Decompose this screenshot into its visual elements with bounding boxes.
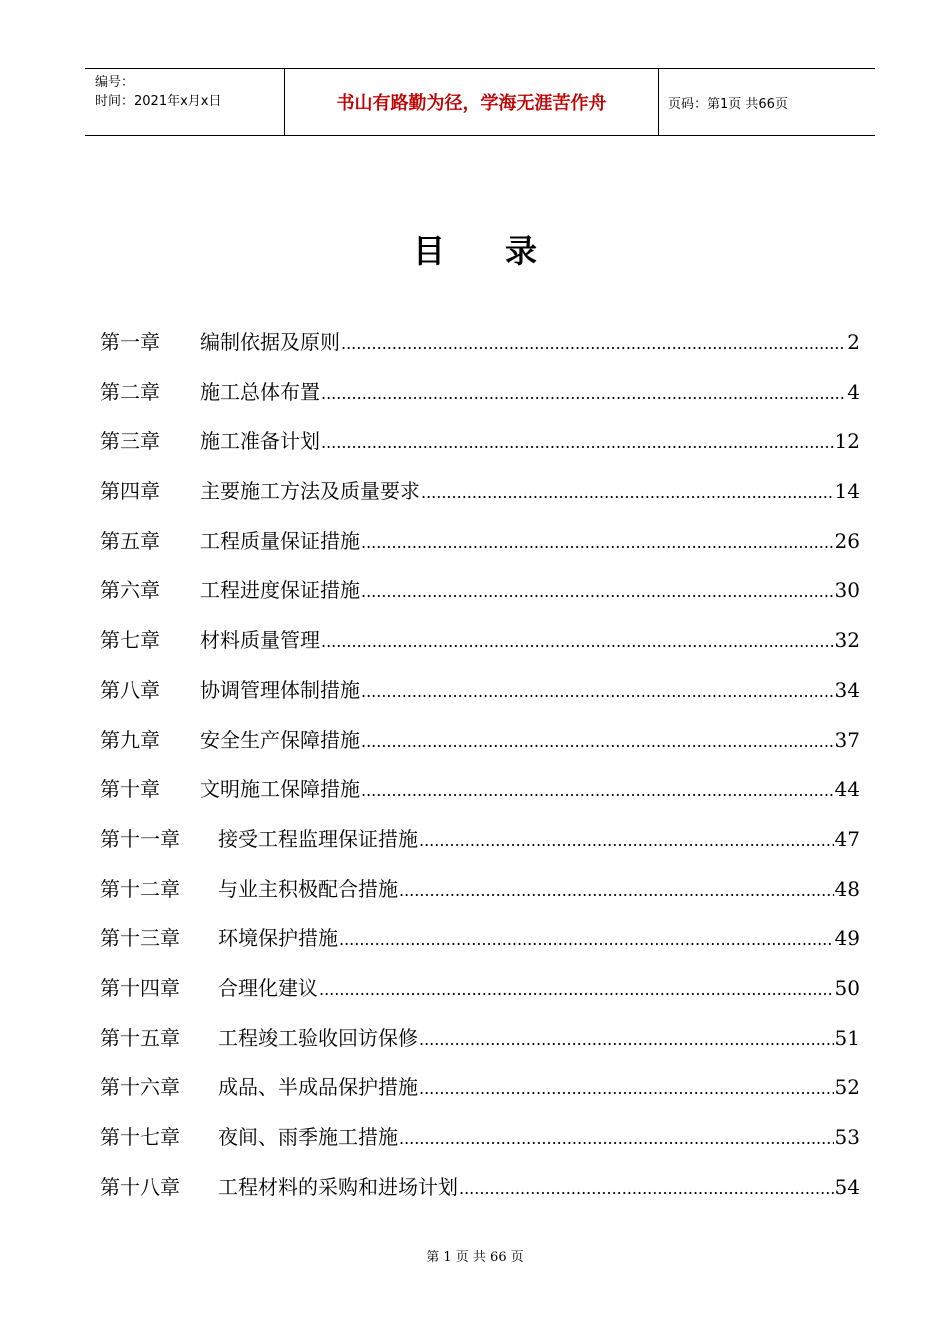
toc-chapter-number: 第十六章	[100, 1075, 180, 1100]
toc-chapter-number: 第十四章	[100, 975, 180, 1000]
toc-chapter-title: 环境保护措施	[218, 926, 338, 951]
toc-entry[interactable]	[100, 725, 860, 775]
toc-entry[interactable]	[100, 874, 860, 924]
toc-dot-leader	[361, 774, 834, 806]
toc-chapter-number: 第七章	[100, 628, 160, 653]
toc-entry[interactable]	[100, 476, 860, 526]
toc-entry[interactable]	[100, 824, 860, 874]
toc-entry[interactable]	[100, 426, 860, 476]
toc-entry[interactable]	[100, 1172, 860, 1222]
toc-chapter-title: 工程进度保证措施	[200, 578, 360, 603]
toc-chapter-title: 施工准备计划	[200, 429, 320, 454]
toc-chapter-number: 第五章	[100, 528, 160, 553]
toc-page-number: 26	[834, 528, 860, 553]
toc-dot-leader	[419, 824, 834, 856]
toc-page-number: 48	[834, 876, 860, 901]
toc-chapter-number: 第一章	[100, 330, 160, 354]
toc-page-number: 37	[834, 727, 860, 752]
toc-chapter-number: 第十二章	[100, 876, 180, 901]
toc-chapter-number: 第十七章	[100, 1125, 180, 1149]
toc-chapter-title: 成品、半成品保护措施	[218, 1075, 418, 1100]
toc-entry[interactable]	[100, 973, 860, 1023]
header-meta	[85, 69, 285, 135]
toc-page-number: 47	[834, 826, 860, 851]
toc-dot-leader	[399, 874, 834, 906]
toc-chapter-title: 文明施工保障措施	[200, 777, 360, 802]
toc-chapter-number: 第十八章	[100, 1174, 180, 1199]
toc-entry[interactable]	[100, 377, 860, 427]
toc-page-number: 30	[834, 578, 860, 603]
toc-chapter-title: 工程竣工验收回访保修	[218, 1025, 418, 1050]
toc-page-number: 49	[834, 926, 860, 951]
page-footer: 第 1 页 共 66 页	[426, 1250, 524, 1265]
toc-page-number: 51	[834, 1025, 860, 1050]
toc-chapter-title: 接受工程监理保证措施	[218, 826, 418, 851]
page-title: 目录	[412, 232, 597, 270]
toc-entry[interactable]	[100, 625, 860, 675]
toc-page-number: 54	[834, 1174, 860, 1199]
toc-dot-leader	[399, 1122, 834, 1154]
toc-entry[interactable]	[100, 774, 860, 824]
document-header	[85, 68, 875, 136]
toc-chapter-title: 合理化建议	[218, 975, 318, 1000]
toc-dot-leader	[321, 625, 834, 657]
toc-page-number: 12	[834, 429, 860, 454]
toc-chapter-title: 编制依据及原则	[200, 330, 340, 354]
toc-chapter-number: 第十章	[100, 777, 160, 802]
toc-chapter-number: 第十三章	[100, 926, 180, 951]
toc-entry[interactable]	[100, 675, 860, 725]
toc-chapter-title: 工程材料的采购和进场计划	[218, 1174, 458, 1199]
toc-dot-leader	[341, 327, 846, 359]
header-slogan: 书山有路勤为径，学海无涯苦作舟	[285, 69, 659, 135]
toc-chapter-title: 安全生产保障措施	[200, 727, 360, 752]
toc-chapter-title: 夜间、雨季施工措施	[218, 1125, 398, 1149]
toc-chapter-title: 与业主积极配合措施	[218, 876, 398, 901]
toc-page-number: 34	[834, 677, 860, 702]
toc-entry[interactable]	[100, 575, 860, 625]
toc-dot-leader	[361, 526, 834, 558]
toc-entry[interactable]	[100, 1122, 860, 1172]
toc-dot-leader	[361, 675, 834, 707]
toc-page-number: 4	[847, 379, 860, 404]
toc-page-number: 32	[834, 628, 860, 653]
table-of-contents	[100, 327, 860, 1221]
toc-page-number: 44	[834, 777, 860, 802]
toc-page-number: 50	[834, 975, 860, 1000]
toc-chapter-number: 第八章	[100, 677, 160, 702]
toc-chapter-title: 施工总体布置	[200, 379, 320, 404]
toc-dot-leader	[319, 973, 834, 1005]
toc-chapter-number: 第二章	[100, 379, 160, 404]
toc-page-number: 52	[834, 1075, 860, 1100]
toc-entry[interactable]	[100, 526, 860, 576]
toc-dot-leader	[419, 1072, 834, 1104]
toc-chapter-title: 工程质量保证措施	[200, 528, 360, 553]
toc-entry[interactable]	[100, 327, 860, 377]
toc-chapter-title: 主要施工方法及质量要求	[200, 479, 420, 504]
toc-dot-leader	[361, 725, 834, 757]
toc-entry[interactable]	[100, 1023, 860, 1073]
toc-page-number: 14	[834, 479, 860, 504]
serial-label: 编号：	[95, 75, 135, 90]
toc-dot-leader	[421, 476, 834, 508]
toc-chapter-number: 第四章	[100, 479, 160, 504]
toc-dot-leader	[361, 575, 834, 607]
toc-chapter-number: 第三章	[100, 429, 160, 454]
header-page-info: 页码：第1页 共66页	[668, 96, 788, 112]
toc-chapter-title: 协调管理体制措施	[200, 677, 360, 702]
time-label: 时间：2021年x月x日	[95, 94, 222, 109]
toc-chapter-title: 材料质量管理	[200, 628, 320, 653]
toc-dot-leader	[419, 1023, 834, 1055]
toc-dot-leader	[321, 426, 834, 458]
toc-dot-leader	[339, 923, 834, 955]
toc-dot-leader	[459, 1172, 834, 1204]
toc-dot-leader	[321, 377, 846, 409]
toc-entry[interactable]	[100, 923, 860, 973]
toc-chapter-number: 第九章	[100, 727, 160, 752]
toc-chapter-number: 第六章	[100, 578, 160, 603]
toc-chapter-number: 第十五章	[100, 1025, 180, 1050]
toc-page-number: 2	[847, 330, 860, 354]
toc-entry[interactable]	[100, 1072, 860, 1122]
toc-page-number: 53	[834, 1125, 860, 1149]
toc-chapter-number: 第十一章	[100, 826, 180, 851]
